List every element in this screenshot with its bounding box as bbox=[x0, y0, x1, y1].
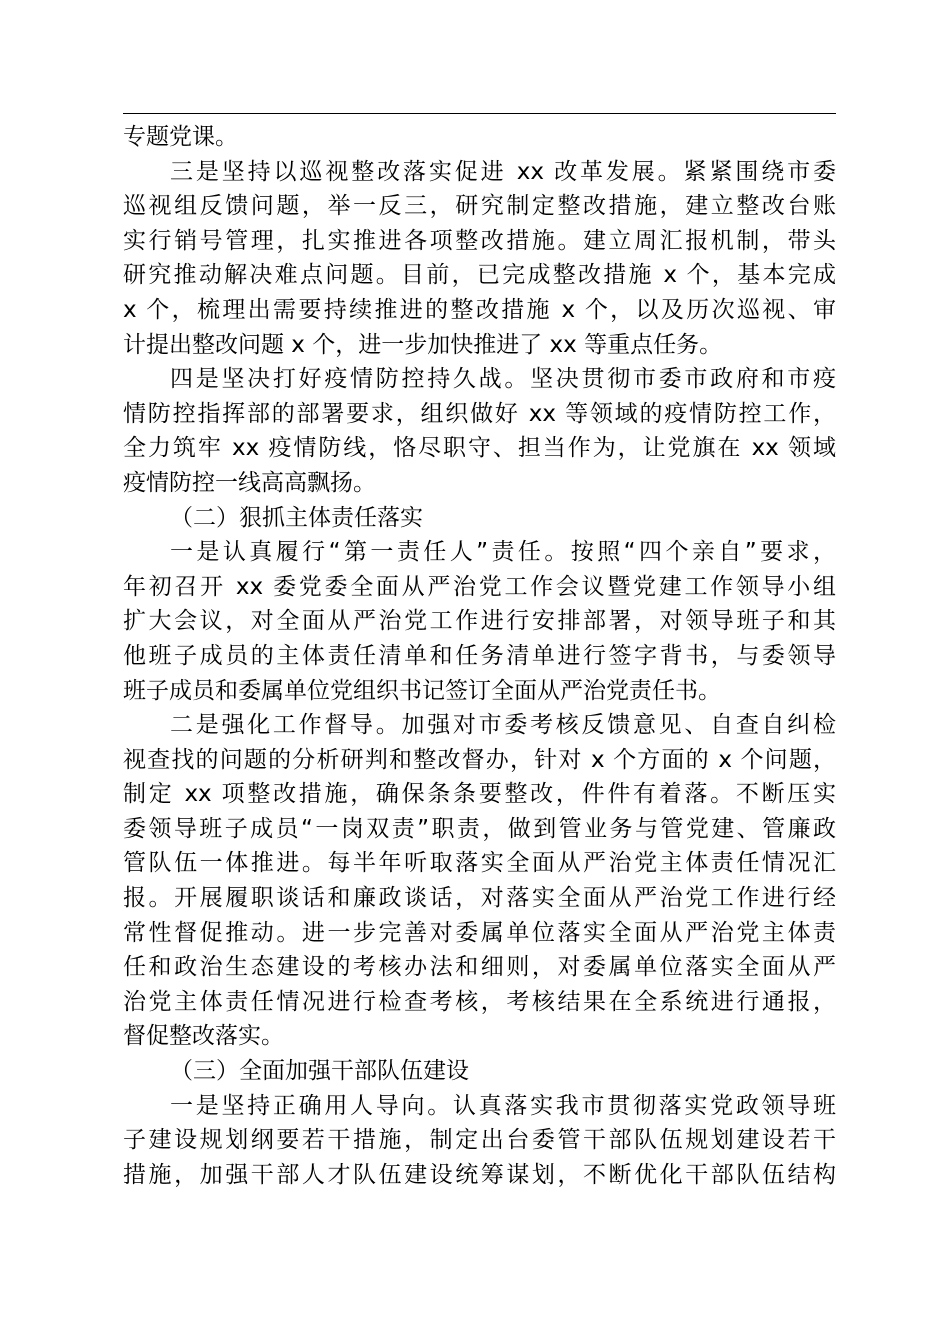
text-line: 四是坚决打好疫情防控持久战。坚决贯彻市委市政府和市疫 bbox=[170, 366, 836, 393]
text-line: 督促整改落实。 bbox=[123, 1023, 284, 1050]
text-line: 一是坚持正确用人导向。认真落实我市贯彻落实党政领导班 bbox=[170, 1092, 836, 1119]
text-line: 巡视组反馈问题，举一反三，研究制定整改措施，建立整改台账 bbox=[123, 193, 836, 220]
text-line: 治党主体责任情况进行检查考核，考核结果在全系统进行通报， bbox=[123, 988, 836, 1015]
header-rule bbox=[123, 113, 836, 114]
text-line: 报。开展履职谈话和廉政谈话，对落实全面从严治党工作进行经 bbox=[123, 885, 836, 912]
text-line: 常性督促推动。进一步完善对委属单位落实全面从严治党主体责 bbox=[123, 919, 836, 946]
text-line: 实行销号管理，扎实推进各项整改措施。建立周汇报机制，带头 bbox=[123, 227, 836, 254]
text-line: 研究推动解决难点问题。目前，已完成整改措施 x 个，基本完成 bbox=[123, 262, 836, 289]
text-line: 年初召开 xx 委党委全面从严治党工作会议暨党建工作领导小组 bbox=[123, 573, 836, 600]
text-line: 任和政治生态建设的考核办法和细则，对委属单位落实全面从严 bbox=[123, 954, 836, 981]
text-line: 情防控指挥部的部署要求，组织做好 xx 等领域的疫情防控工作， bbox=[123, 400, 836, 427]
text-line: 专题党课。 bbox=[123, 124, 238, 150]
text-line: x 个，梳理出需要持续推进的整改措施 x 个，以及历次巡视、审 bbox=[123, 296, 836, 323]
text-line: 管队伍一体推进。每半年听取落实全面从严治党主体责任情况汇 bbox=[123, 850, 836, 877]
text-line: 委领导班子成员“一岗双责”职责，做到管业务与管党建、管廉政 bbox=[123, 815, 836, 842]
text-line: （三）全面加强干部队伍建设 bbox=[170, 1058, 469, 1085]
text-line: 扩大会议，对全面从严治党工作进行安排部署，对领导班子和其 bbox=[123, 608, 836, 635]
text-line: 一是认真履行“第一责任人”责任。按照“四个亲自”要求， bbox=[170, 539, 836, 566]
text-line: 子建设规划纲要若干措施，制定出台委管干部队伍规划建设若干 bbox=[123, 1127, 836, 1154]
text-line: 他班子成员的主体责任清单和任务清单进行签字背书，与委领导 bbox=[123, 642, 836, 669]
text-line: 疫情防控一线高高飘扬。 bbox=[123, 469, 376, 496]
text-line: 全力筑牢 xx 疫情防线，恪尽职守、担当作为，让党旗在 xx 领域 bbox=[123, 435, 836, 462]
text-line: 三是坚持以巡视整改落实促进 xx 改革发展。紧紧围绕市委 bbox=[170, 158, 836, 185]
text-line: 计提出整改问题 x 个，进一步加快推进了 xx 等重点任务。 bbox=[123, 331, 723, 358]
text-line: （二）狠抓主体责任落实 bbox=[170, 504, 423, 531]
text-line: 班子成员和委属单位党组织书记签订全面从严治党责任书。 bbox=[123, 677, 721, 704]
document-body bbox=[123, 120, 836, 1192]
text-line: 视查找的问题的分析研判和整改督办，针对 x 个方面的 x 个问题， bbox=[123, 746, 836, 773]
text-line: 二是强化工作督导。加强对市委考核反馈意见、自查自纠检 bbox=[170, 712, 836, 739]
text-line: 制定 xx 项整改措施，确保条条要整改，件件有着落。不断压实 bbox=[123, 781, 836, 808]
text-line: 措施，加强干部人才队伍建设统筹谋划，不断优化干部队伍结构 bbox=[123, 1161, 836, 1188]
